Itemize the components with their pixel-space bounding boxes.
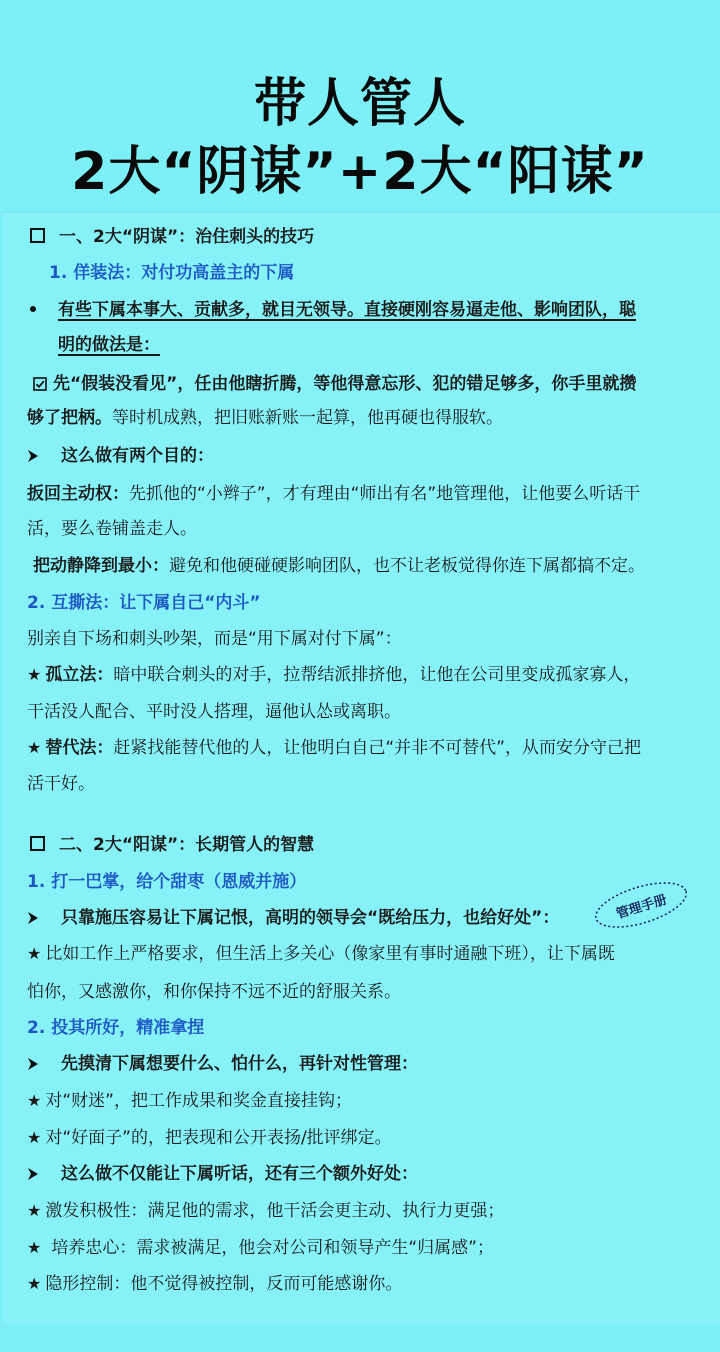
section1-isolate-line1: ★ 孤立法：暗中联合刺头的对手，拉帮结派排挤他，让他在公司里变成孤家寡人， bbox=[27, 665, 641, 685]
checkmark-box-icon bbox=[33, 377, 47, 391]
star-icon: ★ bbox=[27, 665, 42, 684]
section1-heading: 一、2大“阴谋”：治住刺头的技巧 bbox=[0, 225, 720, 249]
checkbox-icon bbox=[30, 836, 45, 851]
section1-method2-intro: 别亲自下场和刺头吵架，而是“用下属对付下属”： bbox=[27, 629, 402, 649]
section1-purpose: 这么做有两个目的： bbox=[0, 444, 720, 468]
section1-check-line1: 先“假装没看见”，任由他瞎折腾，等他得意忘形、犯的错足够多，你手里就攒 bbox=[0, 372, 720, 396]
star-icon: ★ bbox=[27, 1238, 42, 1257]
section2-star2: ★ 对“财迷”，把工作成果和奖金直接挂钩； bbox=[27, 1091, 352, 1111]
section1-bullet-line2: 明的做法是： bbox=[58, 335, 160, 355]
section2-arrow2: 先摸清下属想要什么、怕什么，再针对性管理： bbox=[0, 1052, 720, 1076]
section2-method1-title: 1. 打一巴掌，给个甜枣（恩威并施） bbox=[27, 872, 307, 892]
star-icon: ★ bbox=[27, 1128, 42, 1147]
checkbox-icon bbox=[30, 228, 45, 243]
section1-replace-line2: 活干好。 bbox=[27, 774, 95, 794]
section2-star1-line2: 怕你，又感激你，和你保持不远不近的舒服关系。 bbox=[27, 982, 401, 1002]
section1-replace-line1: ★ 替代法：赶紧找能替代他的人，让他明白自己“并非不可替代”，从而安分守己把 bbox=[27, 738, 641, 758]
section2-benefit1: ★ 激发积极性：满足他的需求，他干活会更主动、执行力更强； bbox=[27, 1201, 505, 1221]
bullet-dot-icon bbox=[30, 306, 36, 312]
section2-star1-line1: ★ 比如工作上严格要求，但生活上多关心（像家里有事时通融下班），让下属既 bbox=[27, 944, 615, 964]
arrow-bullet-icon bbox=[27, 1057, 39, 1071]
star-icon: ★ bbox=[27, 944, 42, 963]
section2-benefit2: ★ 培养忠心：需求被满足，他会对公司和领导产生“归属感”； bbox=[27, 1238, 494, 1258]
section2-benefit3: ★ 隐形控制：他不觉得被控制，反而可能感谢你。 bbox=[27, 1274, 403, 1294]
title-line-1: 带人管人 bbox=[253, 74, 466, 134]
star-icon: ★ bbox=[27, 1274, 42, 1293]
section1-isolate-line2: 干活没人配合、平时没人搭理，逼他认怂或离职。 bbox=[27, 702, 401, 722]
stamp-text: 管理手册 bbox=[614, 892, 669, 923]
section1-purpose2: 把动静降到最小：避免和他硬碰硬影响团队，也不让老板觉得你连下属都搞不定。 bbox=[33, 556, 645, 576]
section2-heading: 二、2大“阳谋”：长期管人的智慧 bbox=[0, 833, 720, 857]
section2-arrow3: 这么做不仅能让下属听话，还有三个额外好处： bbox=[0, 1162, 720, 1186]
star-icon: ★ bbox=[27, 1201, 42, 1220]
title-line-2: 2大“阴谋”+2大“阳谋” bbox=[71, 142, 649, 202]
section1-bullet-line1: 有些下属本事大、贡献多，就目无领导。直接硬刚容易逼走他、影响团队，聪 bbox=[0, 298, 720, 322]
arrow-bullet-icon bbox=[27, 911, 39, 925]
section2-method2-title: 2. 投其所好，精准拿捏 bbox=[27, 1018, 205, 1038]
star-icon: ★ bbox=[27, 1091, 42, 1110]
section1-purpose1-line2: 活，要么卷铺盖走人。 bbox=[27, 519, 197, 539]
arrow-bullet-icon bbox=[27, 449, 39, 463]
section1-purpose1-line1: 扳回主动权：先抓他的“小辫子”，才有理由“师出有名”地管理他，让他要么听话干 bbox=[27, 484, 641, 504]
section1-method1-title: 1. 佯装法：对付功高盖主的下属 bbox=[49, 263, 295, 283]
section2-arrow1: 只靠施压容易让下属记恨，高明的领导会“既给压力，也给好处”： bbox=[0, 906, 720, 930]
section1-method2-title: 2. 互撕法：让下属自己“内斗” bbox=[27, 593, 261, 613]
section1-check-line2: 够了把柄。等时机成熟，把旧账新账一起算，他再硬也得服软。 bbox=[27, 408, 503, 428]
arrow-bullet-icon bbox=[27, 1167, 39, 1181]
page-title bbox=[0, 70, 720, 206]
section2-star3: ★ 对“好面子”的，把表现和公开表扬/批评绑定。 bbox=[27, 1128, 392, 1148]
star-icon: ★ bbox=[27, 738, 42, 757]
